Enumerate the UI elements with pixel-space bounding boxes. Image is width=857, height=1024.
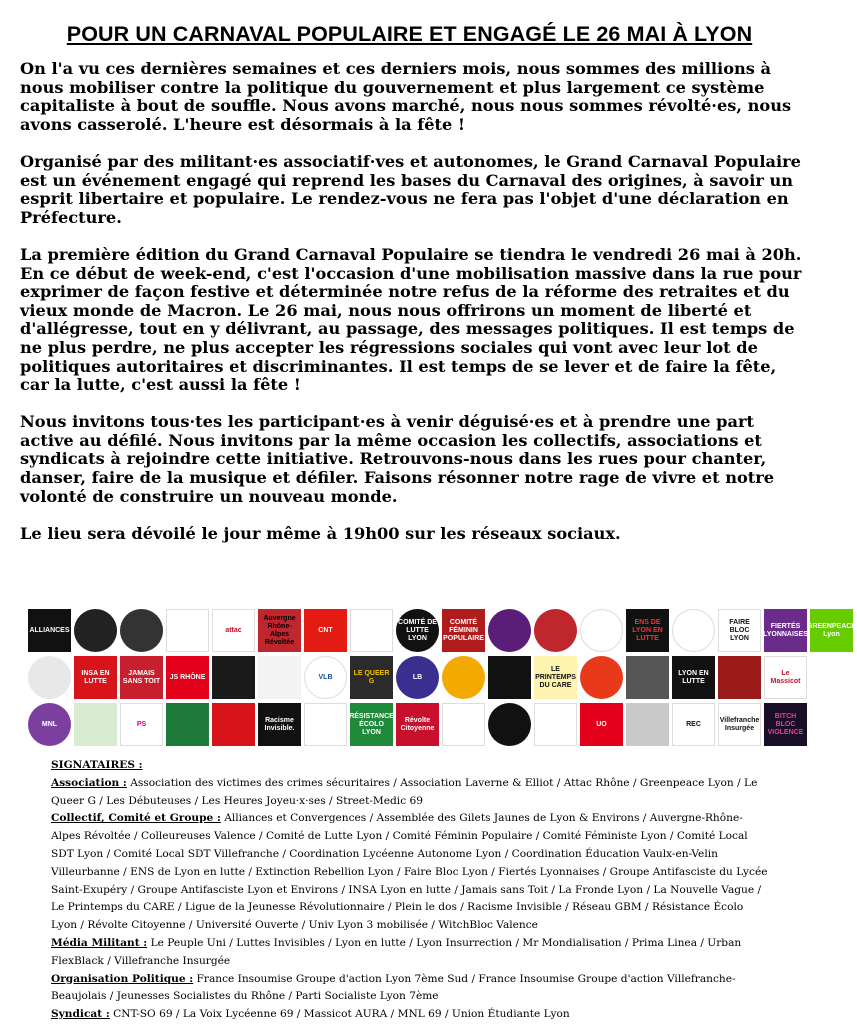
organisation-logo [764,609,807,652]
organisation-logo [166,703,209,746]
logo-text: REC [686,720,701,728]
organisation-logo [807,609,857,652]
logo-text: Révolte Citoyenne [400,716,435,732]
body-text [20,60,810,562]
organisation-logo [28,703,71,746]
organisation-logo [74,609,117,652]
category-members: France Insoumise Groupe d'action Lyon 7ème Sud / France Insoumise Groupe d'action Villefranche-Beaujolais / Jeunesses Socialistes du Rhône / Parti Socialiste Lyon 7ème [51,972,736,1003]
organisation-logo [580,609,623,652]
organisation-logo [534,656,577,699]
organisation-logo [672,609,715,652]
logo-text: VLB [318,673,333,681]
logo-row [28,703,804,746]
logo-text: BITCH BLOC VIOLENCE [767,712,804,736]
logo-text: JAMAIS SANS TOIT [122,669,161,685]
paragraph-organisation: Organisé par des militant·es associatif·ves et autonomes, le Grand Carnaval Populaire est un événement engagé qui reprend les bases du Carnaval des origines, à savoir un esprit libertaire et populaire. Le rendez-vous ne fera pas l'objet d'une déclaration en Préfecture. [20,151,801,227]
organisation-logo [28,609,71,652]
organisation-logo [396,609,439,652]
paragraph-intro: On l'a vu ces dernières semaines et ces derniers mois, nous sommes des millions à nous mobiliser contre la politique du gouvernement et plus largement ce système capitaliste à bout de souffle. Nous avons marché, nous nous sommes révolté·es, nous avons casserolé. L'heure est désormais à la fête ! [20,59,792,134]
signatories-heading: SIGNATAIRES : [51,759,143,771]
logo-row [28,609,857,652]
logo-text: COMITÉ DE LUTTE LYON [398,618,437,642]
logo-text: attac [225,626,242,634]
organisation-logo [212,703,255,746]
organisation-logo [120,609,163,652]
organisation-logo [28,656,71,699]
paragraph-location: Le lieu sera dévoilé le jour même à 19h00 sur les réseaux sociaux. [20,523,621,543]
organisation-logo [442,656,485,699]
organisation-logo [626,609,669,652]
category-label: Association : [51,776,127,789]
signatories [51,757,771,1024]
organisation-logo [258,656,301,699]
organisation-logo [120,703,163,746]
logo-text: MNL [41,720,58,728]
organisation-logo [580,703,623,746]
category-members: Le Peuple Uni / Luttes Invisibles / Lyon en lutte / Lyon Insurrection / Mr Mondialisation / Prima Linea / Urban FlexBlack / Villefranche Insurgée [51,936,742,967]
logo-text: FIERTÉS LYONNAISES [763,622,808,638]
organisation-logo [488,703,531,746]
organisation-logo [626,656,669,699]
logo-text: UO [596,720,607,728]
signatories-list [51,775,771,1024]
organisation-logo [304,703,347,746]
logo-text: COMITÉ FÉMININ POPULAIRE [443,618,484,642]
organisation-logo [212,656,255,699]
logo-text: Racisme Invisible. [264,716,295,732]
organisation-logo [166,609,209,652]
organisation-logo [534,609,577,652]
organisation-logo [74,656,117,699]
organisation-logo [350,703,393,746]
logo-text: JS RHÔNE [169,673,206,681]
organisation-logo [74,703,117,746]
organisation-logo [764,703,807,746]
organisation-logo [764,656,807,699]
organisation-logo [120,656,163,699]
logo-text: LE QUEER G [353,669,390,685]
logo-grid [28,609,857,749]
category-members: Association des victimes des crimes sécuritaires / Association Laverne & Elliot / Attac Rhône / Greenpeace Lyon / Le Queer G / Les Débuteuses / Les Heures Joyeu·x·ses / Street-Medic 69 [51,776,758,807]
logo-text: FAIRE BLOC LYON [729,618,750,642]
category-label: Média Militant : [51,936,148,949]
logo-text: LB [412,673,423,681]
organisation-logo [258,609,301,652]
organisation-logo [304,609,347,652]
organisation-logo [396,703,439,746]
category-members: Alliances et Convergences / Assemblée des Gilets Jaunes de Lyon & Environs / Auvergne-Rhône-Alpes Révoltée / Colleureuses Valence / Comité de Lutte Lyon / Comité Féminin Populaire / Comité Féministe Lyon / Comité Local SDT Lyon / Comité Local SDT Villefranche / Coordination Lycéenne Autonome Lyon / Coordination Éducation Vaulx-en-Velin Villeurbanne / ENS de Lyon en lutte / Extinction Rebellion Lyon / Faire Bloc Lyon / Fiertés Lyonnaises / Groupe Antifasciste du Lycée Saint-Exupéry / Groupe Antifasciste Lyon et Environs / INSA Lyon en lutte / Jamais sans Toit / La Fronde Lyon / La Nouvelle Vague / Le Printemps du CARE / Ligue de la Jeunesse Révolutionnaire / Plein le dos / Racisme Invisible / Réseau GBM / Résistance Écolo Lyon / Révolte Citoyenne / Université Ouverte / Univ Lyon 3 mobilisée / WitchBloc Valence [51,812,768,932]
organisation-logo [442,609,485,652]
organisation-logo [212,609,255,652]
logo-text: Le Massicot [770,669,801,685]
organisation-logo [580,656,623,699]
organisation-logo [488,609,531,652]
organisation-logo [718,703,761,746]
organisation-logo [672,703,715,746]
category-label: Syndicat : [51,1008,110,1021]
organisation-logo [350,656,393,699]
logo-text: CNT [318,626,333,634]
logo-text: LE PRINTEMPS DU CARE [535,665,576,689]
organisation-logo [718,656,761,699]
organisation-logo [166,656,209,699]
organisation-logo [488,656,531,699]
logo-text: ALLIANCES [29,626,70,634]
logo-text: RÉSISTANCE ÉCOLO LYON [349,712,394,736]
organisation-logo [258,703,301,746]
organisation-logo [626,703,669,746]
page-title: POUR UN CARNAVAL POPULAIRE ET ENGAGÉ LE 26 MAI À LYON [66,22,753,47]
organisation-logo [534,703,577,746]
logo-text: INSA EN LUTTE [81,669,110,685]
category-members: CNT-SO 69 / La Voix Lycéenne 69 / Massicot AURA / MNL 69 / Union Étudiante Lyon [109,1008,570,1021]
paragraph-invitation: Nous invitons tous·tes les participant·es à venir déguisé·es et à prendre une part active au défilé. Nous invitons par la même occasion les collectifs, associations et syndicats à rejoindre cette initiative. Retrouvons-nous dans les rues pour chanter, danser, faire de la musique et défiler. Faisons résonner notre rage de vivre et notre volonté de construire un nouveau monde. [20,412,775,506]
organisation-logo [672,656,715,699]
logo-text: Villefranche Insurgée [719,716,760,732]
category-label: Collectif, Comité et Groupe : [51,812,221,825]
organisation-logo [304,656,347,699]
logo-text: PS [136,720,147,728]
paragraph-date: La première édition du Grand Carnaval Populaire se tiendra le vendredi 26 mai à 20h. En ce début de week-end, c'est l'occasion d'une mobilisation massive dans la rue pour exprimer de façon festive et déterminée notre refus de la réforme des retraites et du vieux monde de Macron. Le 26 mai, nous nous offrirons un moment de liberté et d'allégresse, tout en y délivrant, au passage, des messages politiques. Il est temps de ne plus perdre, ne plus accepter les régressions sociales qui vont avec leur lot de politiques autoritaires et discriminantes. Il est temps de se lever et de faire la fête, car la lutte, c'est aussi la fête ! [20,244,802,395]
logo-row [28,656,801,699]
organisation-logo [350,609,393,652]
organisation-logo [442,703,485,746]
logo-text: Auvergne Rhône-Alpes Révoltée [263,614,296,646]
logo-text: LYON EN LUTTE [678,669,709,685]
category-label: Organisation Politique : [51,972,194,985]
logo-text: ENS DE LYON EN LUTTE [632,618,663,642]
logo-text: GREENPEACE Lyon [807,622,857,638]
organisation-logo [718,609,761,652]
organisation-logo [396,656,439,699]
